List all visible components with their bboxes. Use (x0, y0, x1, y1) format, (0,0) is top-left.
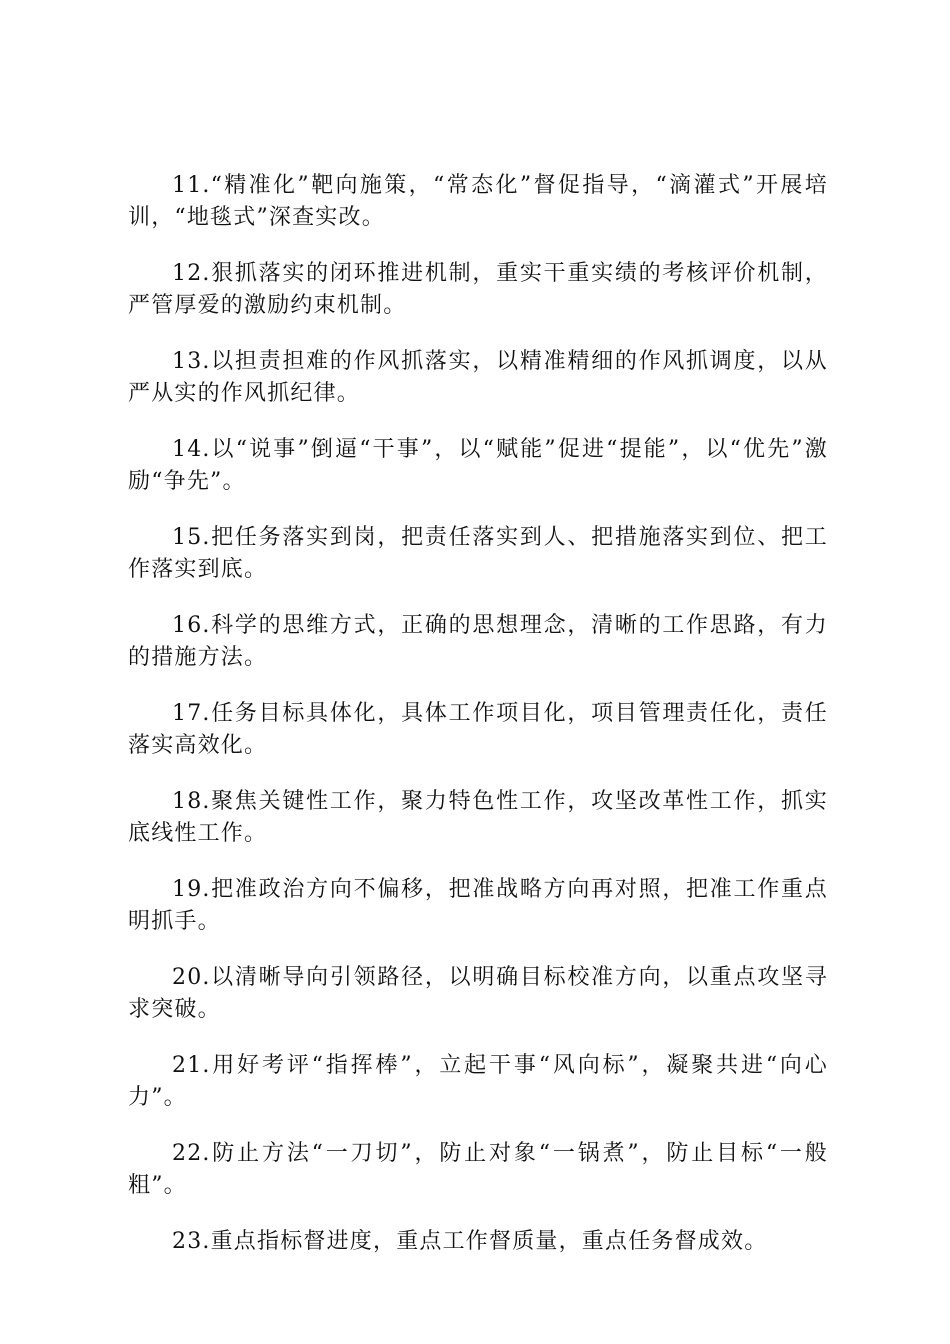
paragraph-21: 21.用好考评“指挥棒”，立起干事“风向标”，凝聚共进“向心力”。 (128, 1053, 828, 1110)
paragraph-18: 18.聚焦关键性工作，聚力特色性工作，攻坚改革性工作，抓实底线性工作。 (128, 789, 828, 846)
paragraph-20: 20.以清晰导向引领路径，以明确目标校准方向，以重点攻坚寻求突破。 (128, 965, 828, 1022)
paragraph-13: 13.以担责担难的作风抓落实，以精准精细的作风抓调度，以从严从实的作风抓纪律。 (128, 349, 828, 406)
paragraph-14: 14.以“说事”倒逼“干事”，以“赋能”促进“提能”，以“优先”激励“争先”。 (128, 437, 828, 494)
paragraph-22: 22.防止方法“一刀切”，防止对象“一锅煮”，防止目标“一般粗”。 (128, 1141, 828, 1198)
paragraph-12: 12.狠抓落实的闭环推进机制，重实干重实绩的考核评价机制，严管厚爱的激励约束机制。 (128, 261, 828, 318)
paragraph-15: 15.把任务落实到岗，把责任落实到人、把措施落实到位、把工作落实到底。 (128, 525, 828, 582)
paragraph-19: 19.把准政治方向不偏移，把准战略方向再对照，把准工作重点明抓手。 (128, 877, 828, 934)
paragraph-11: 11.“精准化”靶向施策，“常态化”督促指导，“滴灌式”开展培训，“地毯式”深查实改。 (128, 173, 828, 230)
paragraph-17: 17.任务目标具体化，具体工作项目化，项目管理责任化，责任落实高效化。 (128, 701, 828, 758)
paragraph-23: 23.重点指标督进度，重点工作督质量，重点任务督成效。 (172, 1229, 768, 1254)
document-body (128, 170, 828, 1282)
paragraph-16: 16.科学的思维方式，正确的思想理念，清晰的工作思路，有力的措施方法。 (128, 613, 828, 670)
